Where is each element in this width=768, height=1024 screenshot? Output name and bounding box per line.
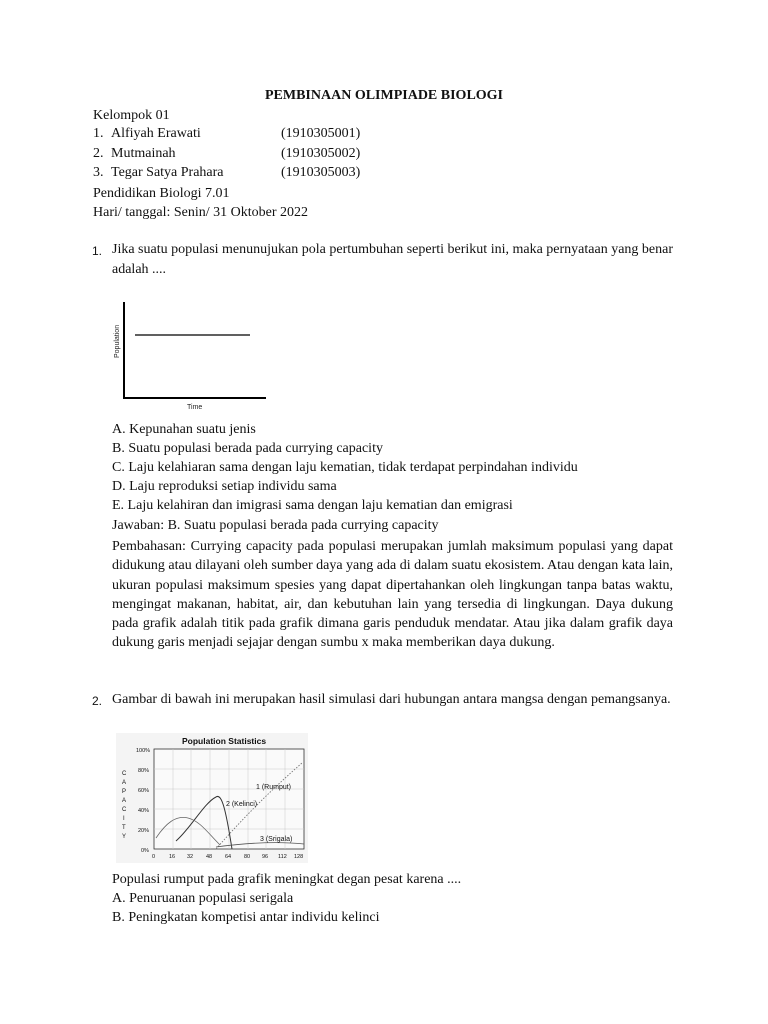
y-label-letter: I [123, 816, 125, 822]
question-number: 1. [92, 244, 103, 258]
member-id: (1910305001) [281, 126, 361, 141]
member-name: Mutmainah [111, 146, 176, 161]
series-label: 3 (Srigala) [260, 836, 293, 843]
option-a: A. Penuruanan populasi serigala [112, 891, 294, 906]
program-label: Pendidikan Biologi 7.01 [93, 186, 230, 201]
x-tick: 32 [187, 854, 194, 860]
y-label-letter: C [122, 807, 127, 813]
option-a: A. Kepunahan suatu jenis [112, 422, 256, 437]
x-tick: 16 [169, 854, 176, 860]
date-label: Hari/ tanggal: Senin/ 31 Oktober 2022 [93, 205, 309, 220]
member-row [93, 146, 360, 162]
member-id: (1910305002) [281, 146, 361, 161]
x-tick: 48 [206, 854, 213, 860]
x-tick: 96 [262, 854, 269, 860]
option-e: E. Laju kelahiran dan imigrasi sama dengan laju kematian dan emigrasi [112, 498, 513, 513]
question-number: 2. [92, 694, 103, 708]
y-label-letter: A [122, 780, 127, 786]
x-axis-label: Time [187, 404, 203, 411]
population-statistics-figure [116, 733, 308, 863]
x-tick: 112 [278, 854, 287, 860]
question-prompt: Populasi rumput pada grafik meningkat degan pesat karena .... [112, 872, 462, 887]
series-label: 1 (Rumput) [256, 784, 292, 791]
member-row [93, 165, 360, 181]
y-tick: 60% [138, 788, 150, 794]
option-c: C. Laju kelahiaran sama dengan laju kematian, tidak terdapat perpindahan individu [112, 460, 578, 475]
member-id: (1910305003) [281, 165, 361, 180]
y-label-letter: A [122, 798, 127, 804]
member-number: 2. [93, 146, 104, 161]
question-text: Jika suatu populasi menunujukan pola pertumbuhan seperti berikut ini, maka pernyataan yang benar adalah .... [112, 242, 674, 277]
y-tick: 20% [138, 828, 150, 834]
y-axis-label: Population [114, 324, 121, 358]
member-name: Alfiyah Erawati [111, 126, 201, 141]
y-label-letter: P [122, 789, 127, 795]
x-tick: 128 [294, 854, 304, 860]
y-tick: 40% [138, 808, 150, 814]
group-label: Kelompok 01 [93, 108, 170, 123]
member-number: 3. [93, 165, 104, 180]
series-label: 2 (Kelinci) [226, 801, 258, 808]
option-b: B. Peningkatan kompetisi antar individu kelinci [112, 910, 380, 925]
document-title: PEMBINAAN OLIMPIADE BIOLOGI [264, 88, 504, 103]
x-tick: 80 [244, 854, 251, 860]
member-name: Tegar Satya Prahara [111, 165, 224, 180]
y-label-letter: C [122, 771, 127, 777]
option-b: B. Suatu populasi berada pada currying capacity [112, 441, 383, 456]
explanation-paragraph: Pembahasan: Currying capacity pada populasi merupakan jumlah maksimum populasi yang dapat didukung atau dilayani oleh sumber daya yang ada di dalam suatu ekosistem. Atau dengan kata lain, ukuran populasi maksimum spesies yang dapat dipertahankan oleh lingkungan tanpa batas waktu, mengingat makanan, habitat, air, dan kebutuhan lain yang tersedia di lingkungan. Daya dukung pada grafik adalah titik pada grafik dimana garis penduduk mendatar. Atau jika dalam grafik daya dukung garis menjadi sejajar dengan sumbu x maka memberikan daya dukung. [112, 539, 674, 651]
question-text: Gambar di bawah ini merupakan hasil simulasi dari hubungan antara mangsa dengan pemangsanya. [112, 692, 671, 707]
x-ticks [152, 854, 303, 860]
y-label-letter: T [122, 825, 126, 831]
y-tick: 80% [138, 768, 150, 774]
population-graph-figure [108, 298, 268, 412]
y-tick: 100% [136, 748, 151, 754]
x-tick: 0 [152, 854, 156, 860]
x-tick: 64 [225, 854, 232, 860]
figure-title: Population Statistics [182, 736, 267, 746]
member-number: 1. [93, 126, 104, 141]
answer-line: Jawaban: B. Suatu populasi berada pada currying capacity [112, 518, 439, 533]
member-row [93, 126, 360, 142]
y-label-letter: Y [122, 834, 127, 840]
option-d: D. Laju reproduksi setiap individu sama [112, 479, 337, 494]
y-tick: 0% [141, 848, 149, 854]
